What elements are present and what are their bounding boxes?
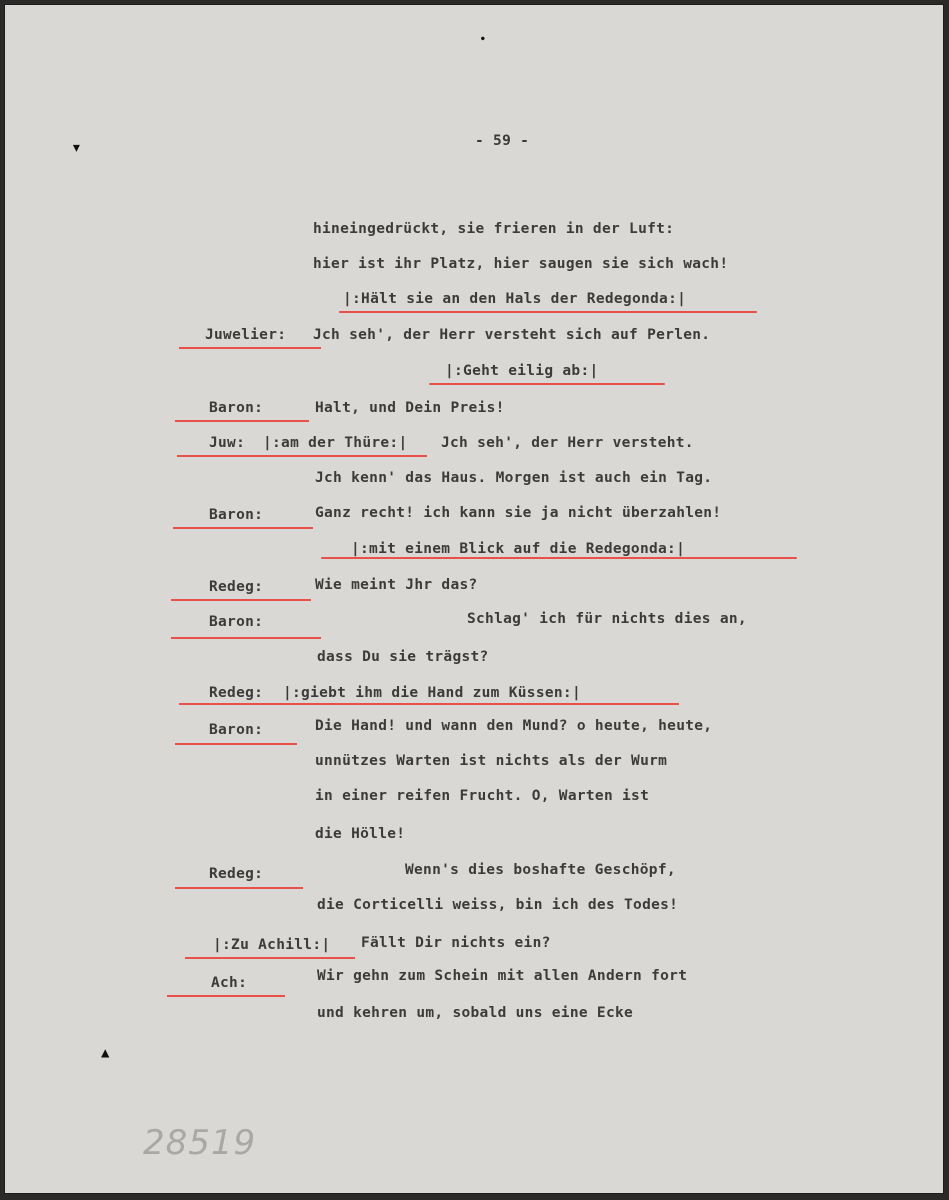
script-line: in einer reifen Frucht. O, Warten ist — [315, 788, 650, 804]
stage-direction: |:am der Thüre:| — [263, 435, 408, 451]
script-line: Die Hand! und wann den Mund? o heute, heute, — [315, 718, 713, 734]
script-line: die Hölle! — [315, 826, 406, 842]
red-underline — [177, 455, 427, 457]
script-line: unnützes Warten ist nichts als der Wurm — [315, 753, 668, 769]
red-underline — [173, 527, 313, 529]
red-underline — [185, 957, 355, 959]
script-line: und kehren um, sobald uns eine Ecke — [317, 1005, 634, 1021]
speaker-name: Baron: — [209, 400, 264, 416]
script-line: Wenn's dies boshafte Geschöpf, — [405, 862, 676, 878]
script-line: Halt, und Dein Preis! — [315, 400, 505, 416]
speaker-name: Redeg: — [209, 866, 264, 882]
stage-direction: |:Hält sie an den Hals der Redegonda:| — [343, 291, 687, 307]
speaker-name: Juw: — [209, 435, 246, 451]
red-underline — [429, 383, 665, 385]
red-underline — [175, 420, 309, 422]
stage-direction: |:giebt ihm die Hand zum Küssen:| — [283, 685, 581, 701]
script-line: Jch seh', der Herr versteht. — [441, 435, 694, 451]
red-underline — [175, 743, 297, 745]
ink-mark: ● — [481, 35, 485, 42]
speaker-name: Redeg: — [209, 685, 264, 701]
speaker-name: Ach: — [211, 975, 248, 991]
speaker-name: Baron: — [209, 507, 264, 523]
red-underline — [339, 311, 757, 313]
red-underline — [179, 703, 679, 705]
red-underline — [167, 995, 285, 997]
stage-direction: |:mit einem Blick auf die Redegonda:| — [351, 541, 686, 557]
speaker-name: Baron: — [209, 722, 264, 738]
script-line: Schlag' ich für nichts dies an, — [467, 611, 747, 627]
page-number: - 59 - — [475, 133, 530, 149]
script-line: hier ist ihr Platz, hier saugen sie sich wach! — [313, 256, 729, 272]
archive-number: 28519 — [143, 1123, 257, 1163]
script-line: Wie meint Jhr das? — [315, 577, 478, 593]
script-line: die Corticelli weiss, bin ich des Todes! — [317, 897, 679, 913]
red-underline — [175, 887, 303, 889]
speaker-name: Baron: — [209, 614, 264, 630]
script-line: Jch kenn' das Haus. Morgen ist auch ein Tag. — [315, 470, 713, 486]
red-underline — [171, 599, 311, 601]
script-line: Fällt Dir nichts ein? — [361, 935, 551, 951]
script-line: Ganz recht! ich kann sie ja nicht überzahlen! — [315, 505, 722, 521]
speaker-name: |:Zu Achill:| — [213, 937, 331, 953]
script-line: hineingedrückt, sie frieren in der Luft: — [313, 221, 675, 237]
speaker-name: Redeg: — [209, 579, 264, 595]
red-underline — [179, 347, 321, 349]
script-line: dass Du sie trägst? — [317, 649, 489, 665]
ink-mark: ▲ — [101, 1045, 110, 1061]
red-underline — [171, 637, 321, 639]
red-underline — [321, 557, 797, 559]
stage-direction: |:Geht eilig ab:| — [445, 363, 599, 379]
ink-mark: ▾ — [71, 137, 82, 158]
speaker-name: Juwelier: — [205, 327, 287, 343]
script-line: Jch seh', der Herr versteht sich auf Perlen. — [313, 327, 711, 343]
script-line: Wir gehn zum Schein mit allen Andern fort — [317, 968, 688, 984]
typed-page — [4, 4, 944, 1194]
